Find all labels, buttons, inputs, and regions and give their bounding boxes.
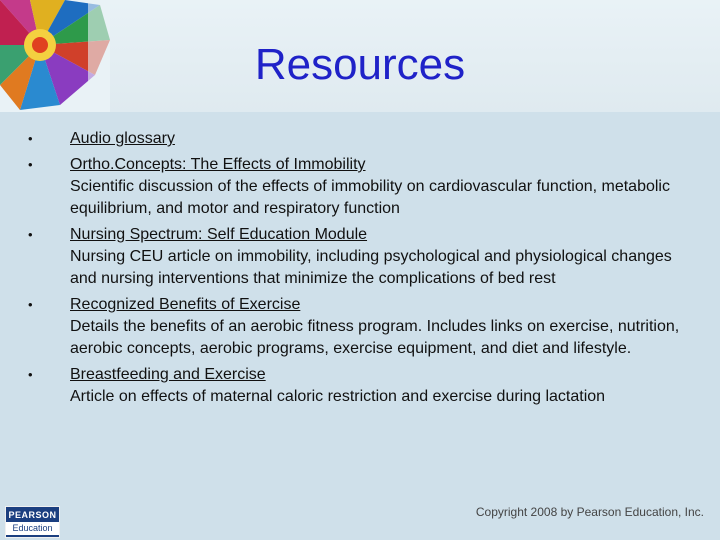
pearson-logo xyxy=(5,506,60,538)
item-description: Nursing CEU article on immobility, including psychological and physiological changes and nursing interventions that minimize the complications of bed rest xyxy=(70,248,672,287)
bullet-icon: • xyxy=(28,227,33,242)
link-breastfeeding-exercise[interactable]: Breastfeeding and Exercise xyxy=(70,366,266,383)
link-nursing-spectrum[interactable]: Nursing Spectrum: Self Education Module xyxy=(70,226,368,243)
bullet-icon: • xyxy=(28,367,33,382)
item-description: Scientific discussion of the effects of immobility on cardiovascular function, metabolic equilibrium, and motor and respiratory function xyxy=(70,178,670,217)
list-item xyxy=(24,128,694,150)
bullet-icon: • xyxy=(28,297,33,312)
link-audio-glossary[interactable]: Audio glossary xyxy=(70,130,175,147)
item-description: Article on effects of maternal caloric restriction and exercise during lactation xyxy=(70,388,606,405)
list-item xyxy=(24,224,694,290)
copyright-notice: Copyright 2008 by Pearson Education, Inc. xyxy=(475,505,704,519)
link-ortho-concepts[interactable]: Ortho.Concepts: The Effects of Immobility xyxy=(70,156,366,173)
page-title: Resources xyxy=(254,40,466,89)
link-benefits-of-exercise[interactable]: Recognized Benefits of Exercise xyxy=(70,296,301,313)
list-item xyxy=(24,364,694,408)
bullet-icon: • xyxy=(28,131,33,146)
logo-text-line1: PEARSON xyxy=(8,510,57,520)
logo-text-line2: Education xyxy=(6,522,59,535)
item-description: Details the benefits of an aerobic fitness program. Includes links on exercise, nutrition, aerobic concepts, aerobic programs, exercise equipment, and diet and lifestyle. xyxy=(70,318,680,357)
bullet-icon: • xyxy=(28,157,33,172)
list-item xyxy=(24,294,694,360)
resource-list xyxy=(24,128,694,412)
list-item xyxy=(24,154,694,220)
